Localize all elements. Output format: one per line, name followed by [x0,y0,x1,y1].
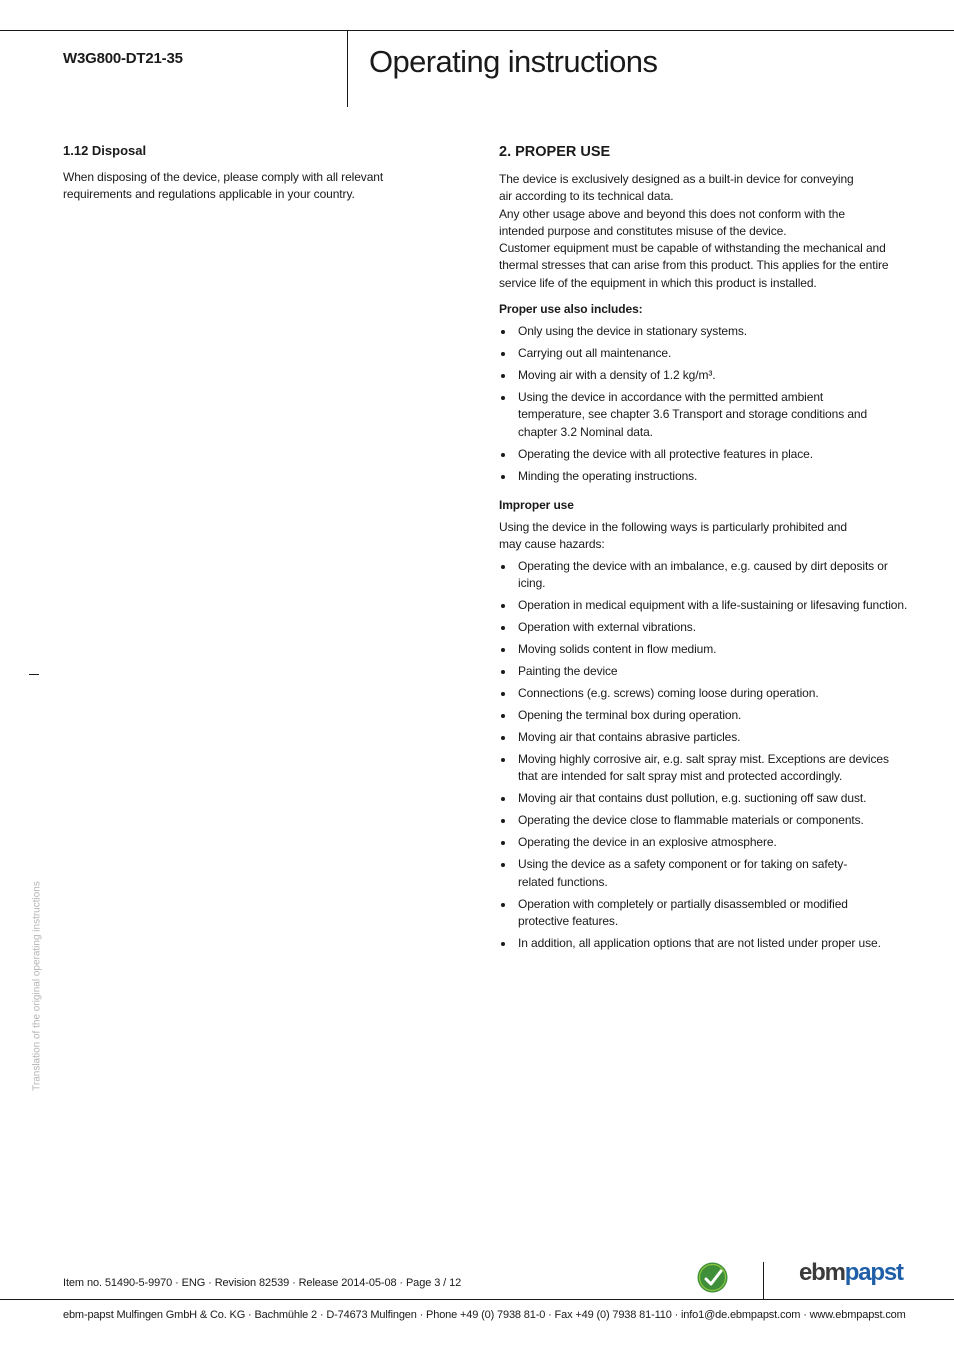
logo-part-papst: papst [844,1259,903,1286]
bullet-icon [501,797,505,801]
bullet-icon [501,736,505,740]
footer-rule [0,1299,954,1300]
bullet-icon [501,352,505,356]
company-info: ebm-papst Mulfingen GmbH & Co. KG · Bachmühle 2 · D-74673 Mulfingen · Phone +49 (0) 7938 81-0 · Fax +49 (0) 7938 81-110 · info1@de.ebmpapst.com · www.ebmpapst.com [63,1309,906,1321]
improper-use-list [499,558,909,957]
list-item-text: Only using the device in stationary systems. [518,324,748,338]
list-item [499,663,909,680]
bullet-icon [501,819,505,823]
header-divider [347,30,348,107]
list-item-text: Operating the device in an explosive atmosphere. [518,835,777,850]
list-item-text: Moving air with a density of 1.2 kg/m³. [518,367,716,382]
bullet-icon [501,604,505,608]
bullet-icon [501,453,505,457]
list-item [499,935,909,952]
list-item [499,790,909,807]
list-item-text: Minding the operating instructions. [518,468,698,483]
bullet-icon [501,863,505,867]
list-item [499,558,909,593]
list-item [499,619,909,636]
list-item-text: Operation with completely or partially disassembled or modified protective features. [518,896,848,928]
improper-use-intro [499,519,861,554]
proper-use-heading: 2. PROPER USE [499,144,611,160]
translation-note: Translation of the original operating instructions [31,881,43,1091]
bullet-icon [501,475,505,479]
list-item-text: Operation in medical equipment with a life-sustaining or lifesaving function. [518,598,908,613]
list-item [499,446,889,463]
list-item [499,812,909,829]
list-item [499,367,889,384]
bullet-icon [501,903,505,907]
list-item-text: Moving air that contains dust pollution, e.g. suctioning off saw dust. [518,791,867,806]
green-tech-badge [697,1262,728,1293]
bullet-icon [501,670,505,674]
list-item [499,323,889,340]
list-item-text: Operation with external vibrations. [518,620,696,635]
bullet-icon [501,330,505,334]
list-item [499,896,888,931]
proper-use-intro-line: Customer equipment must be capable of withstanding the mechanical and thermal stresses that can arise from this product. This applies for the entire service life of the equipment in which this product is installed. [499,241,889,290]
logo-part-ebm: ebm [799,1259,845,1286]
list-item-text: In addition, all application options that are not listed under proper use. [518,935,881,950]
list-item [499,389,889,441]
list-item-text: Operating the device with an imbalance, e.g. caused by dirt deposits or icing. [518,559,888,591]
list-item-text: Opening the terminal box during operation. [518,708,742,723]
bullet-icon [501,758,505,762]
bullet-icon [501,396,505,400]
brand-divider [763,1262,764,1300]
improper-use-intro-text: Using the device in the following ways is particularly prohibited and may cause hazards: [499,520,847,552]
list-item [499,751,909,786]
list-item [499,597,909,614]
list-item-text: Moving air that contains abrasive particles. [518,730,741,745]
proper-use-intro-line: The device is exclusively designed as a built-in device for conveying air according to its technical data. [499,172,854,204]
bullet-icon [501,648,505,652]
ebmpapst-logo [799,1259,903,1287]
list-item-text: Moving highly corrosive air, e.g. salt spray mist. Exceptions are devices that are intended for salt spray mist and protected accordingly. [518,752,889,784]
bullet-icon [501,692,505,696]
green-tech-icon [697,1262,728,1293]
improper-use-heading: Improper use [499,498,574,512]
item-info: Item no. 51490-5-9970 · ENG · Revision 82539 · Release 2014-05-08 · Page 3 / 12 [63,1277,462,1289]
list-item-text: Painting the device [518,664,618,679]
bullet-icon [501,626,505,630]
list-item-text: Using the device as a safety component or for taking on safety-related functions. [518,857,848,889]
list-item [499,856,868,891]
list-item-text: Carrying out all maintenance. [518,345,672,360]
fold-mark [29,674,39,675]
disposal-paragraph: When disposing of the device, please comply with all relevant requirements and regulations applicable in your country. [63,170,384,202]
bullet-icon [501,841,505,845]
model-number: W3G800-DT21-35 [63,50,183,67]
list-item [499,468,889,485]
list-item-text: Operating the device with all protective features in place. [518,446,813,461]
proper-use-includes-heading: Proper use also includes: [499,302,643,316]
list-item [499,641,909,658]
proper-use-intro-line: Any other usage above and beyond this does not conform with the intended purpose and constitutes misuse of the device. [499,206,845,238]
bullet-icon [501,565,505,569]
proper-use-intro [499,171,891,292]
disposal-heading: 1.12 Disposal [63,143,147,158]
list-item [499,707,909,724]
bullet-icon [501,374,505,378]
list-item-text: Connections (e.g. screws) coming loose during operation. [518,686,819,701]
page-title: Operating instructions [369,44,658,79]
list-item [499,685,909,702]
bullet-icon [501,942,505,946]
bullet-icon [501,714,505,718]
list-item [499,345,889,362]
disposal-text [63,169,403,204]
list-item-text: Operating the device close to flammable materials or components. [518,813,864,828]
list-item-text: Moving solids content in flow medium. [518,642,717,657]
proper-use-list [499,323,889,490]
list-item-text: Using the device in accordance with the permitted ambient temperature, see chapter 3.6 Transport and storage conditions and chapter 3.2 Nominal data. [518,389,868,439]
list-item [499,729,909,746]
header-top-rule [0,30,954,31]
list-item [499,834,909,851]
